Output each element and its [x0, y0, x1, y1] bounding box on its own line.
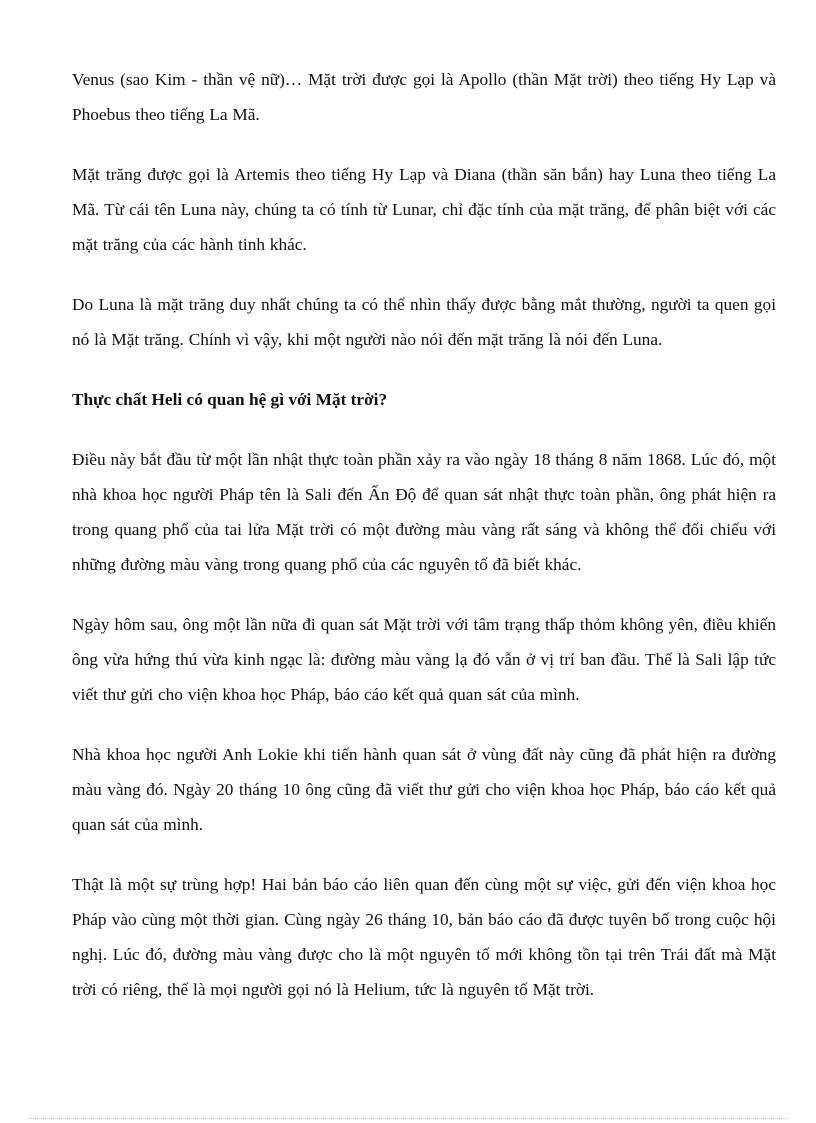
paragraph-artemis: Mặt trăng được gọi là Artemis theo tiếng Hy Lạp và Diana (thần săn bắn) hay Luna theo tiếng La Mã. Từ cái tên Luna này, chúng ta có tính từ Lunar, chỉ đặc tính của mặt trăng, để phân biệt với các mặt trăng của các hành tinh khác. — [72, 165, 776, 254]
paragraph-lokie: Nhà khoa học người Anh Lokie khi tiến hành quan sát ở vùng đất này cũng đã phát hiện ra đường màu vàng đó. Ngày 20 tháng 10 ông cũng đã viết thư gửi cho viện khoa học Pháp, báo cáo kết quả quan sát của mình. — [72, 745, 776, 834]
paragraph-eclipse: Điều này bắt đầu từ một lần nhật thực toàn phần xảy ra vào ngày 18 tháng 8 năm 1868. Lúc đó, một nhà khoa học người Pháp tên là Sali đến Ấn Độ để quan sát nhật thực toàn phần, ông phát hiện ra trong quang phổ của tai lửa Mặt trời có một đường màu vàng rất sáng và không thể đối chiếu với những đường màu vàng trong quang phổ của các nguyên tố đã biết khác. — [72, 450, 776, 574]
paragraph-luna: Do Luna là mặt trăng duy nhất chúng ta có thể nhìn thấy được bằng mắt thường, người ta quen gọi nó là Mặt trăng. Chính vì vậy, khi một người nào nói đến mặt trăng là nói đến Luna. — [72, 295, 776, 349]
section-heading: Thực chất Heli có quan hệ gì với Mặt trời? — [72, 390, 388, 409]
paragraph-next-day: Ngày hôm sau, ông một lần nữa đi quan sát Mặt trời với tâm trạng thấp thỏm không yên, điều khiến ông vừa hứng thú vừa kinh ngạc là: đường màu vàng lạ đó vẫn ở vị trí ban đầu. Thế là Sali lập tức viết thư gửi cho viện khoa học Pháp, báo cáo kết quả quan sát của mình. — [72, 615, 776, 704]
page-bottom-divider — [28, 1118, 788, 1119]
paragraph-apollo: Venus (sao Kim - thần vệ nữ)… Mặt trời được gọi là Apollo (thần Mặt trời) theo tiếng Hy Lạp và Phoebus theo tiếng La Mã. — [72, 70, 776, 124]
paragraph-helium: Thật là một sự trùng hợp! Hai bản báo cáo liên quan đến cùng một sự việc, gửi đến viện khoa học Pháp vào cùng một thời gian. Cùng ngày 26 tháng 10, bản báo cáo đã được tuyên bố trong cuộc hội nghị. Lúc đó, đường màu vàng được cho là một nguyên tố mới không tồn tại trên Trái đất mà Mặt trời có riêng, thế là mọi người gọi nó là Helium, tức là nguyên tố Mặt trời. — [72, 875, 776, 999]
